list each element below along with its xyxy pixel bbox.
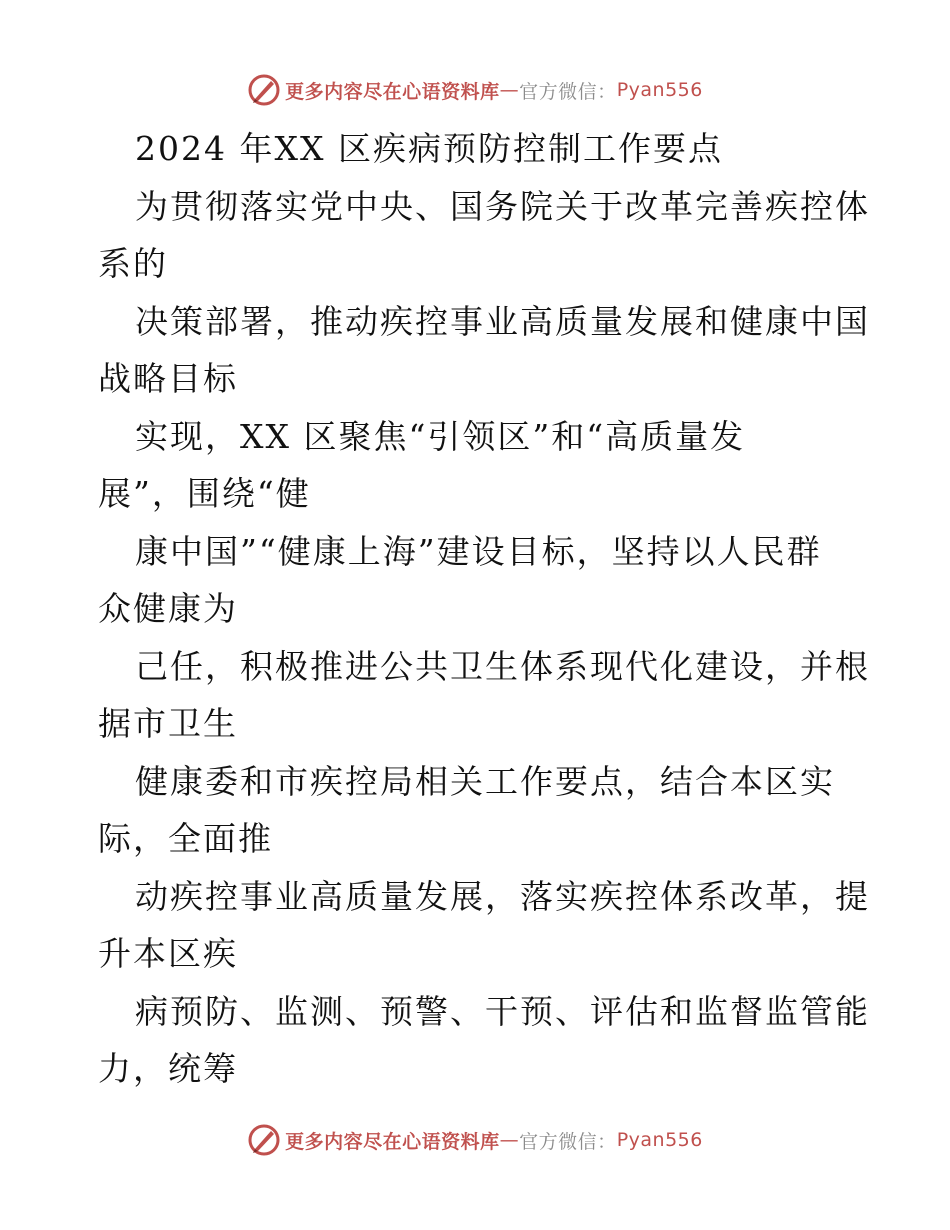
paragraph-line: 为贯彻落实党中央、国务院关于改革完善疾控体 [135,186,870,226]
quill-pen-logo-icon [247,1123,281,1157]
paragraph-line: 力，统筹 [98,1049,238,1088]
paragraph-line: 动疾控事业高质量发展，落实疾控体系改革，提 [135,876,870,916]
paragraph-line: 健康委和市疾控局相关工作要点，结合本区实 [135,761,835,801]
watermark-site-name: 更多内容尽在心语资料库 [285,80,500,103]
watermark-wechat-id: Pyan556 [616,1129,703,1151]
paragraph-line: 升本区疾 [98,934,238,973]
footer-watermark [0,1120,950,1160]
paragraph-line: 决策部署，推动疾控事业高质量发展和健康中国 [135,301,870,341]
paragraph-line: 展”，围绕“健 [98,474,311,513]
paragraph-line: 际，全面推 [98,819,273,858]
watermark-separator: — [499,1129,520,1151]
paragraph-line: 系的 [98,244,168,283]
quill-pen-logo-icon [247,73,281,107]
watermark-separator: — [499,79,520,101]
paragraph-line: 己任，积极推进公共卫生体系现代化建设，并根 [135,646,870,686]
document-title: 2024 年XX 区疾病预防控制工作要点 [135,129,723,168]
paragraph-line: 实现，XX 区聚焦“引领区”和“高质量发 [135,416,746,456]
header-watermark [0,70,950,110]
watermark-wechat-label: 官方微信： [519,80,617,103]
document-body [98,120,870,1098]
paragraph-line: 战略目标 [98,359,238,398]
paragraph-line: 病预防、监测、预警、干预、评估和监督监管能 [135,991,870,1031]
paragraph-line: 众健康为 [98,589,238,628]
watermark-wechat-id: Pyan556 [616,79,703,101]
watermark-site-name: 更多内容尽在心语资料库 [285,1130,500,1153]
paragraph-line: 据市卫生 [98,704,238,743]
watermark-wechat-label: 官方微信： [519,1130,617,1153]
paragraph-line: 康中国”“健康上海”建设目标，坚持以人民群 [135,531,822,571]
